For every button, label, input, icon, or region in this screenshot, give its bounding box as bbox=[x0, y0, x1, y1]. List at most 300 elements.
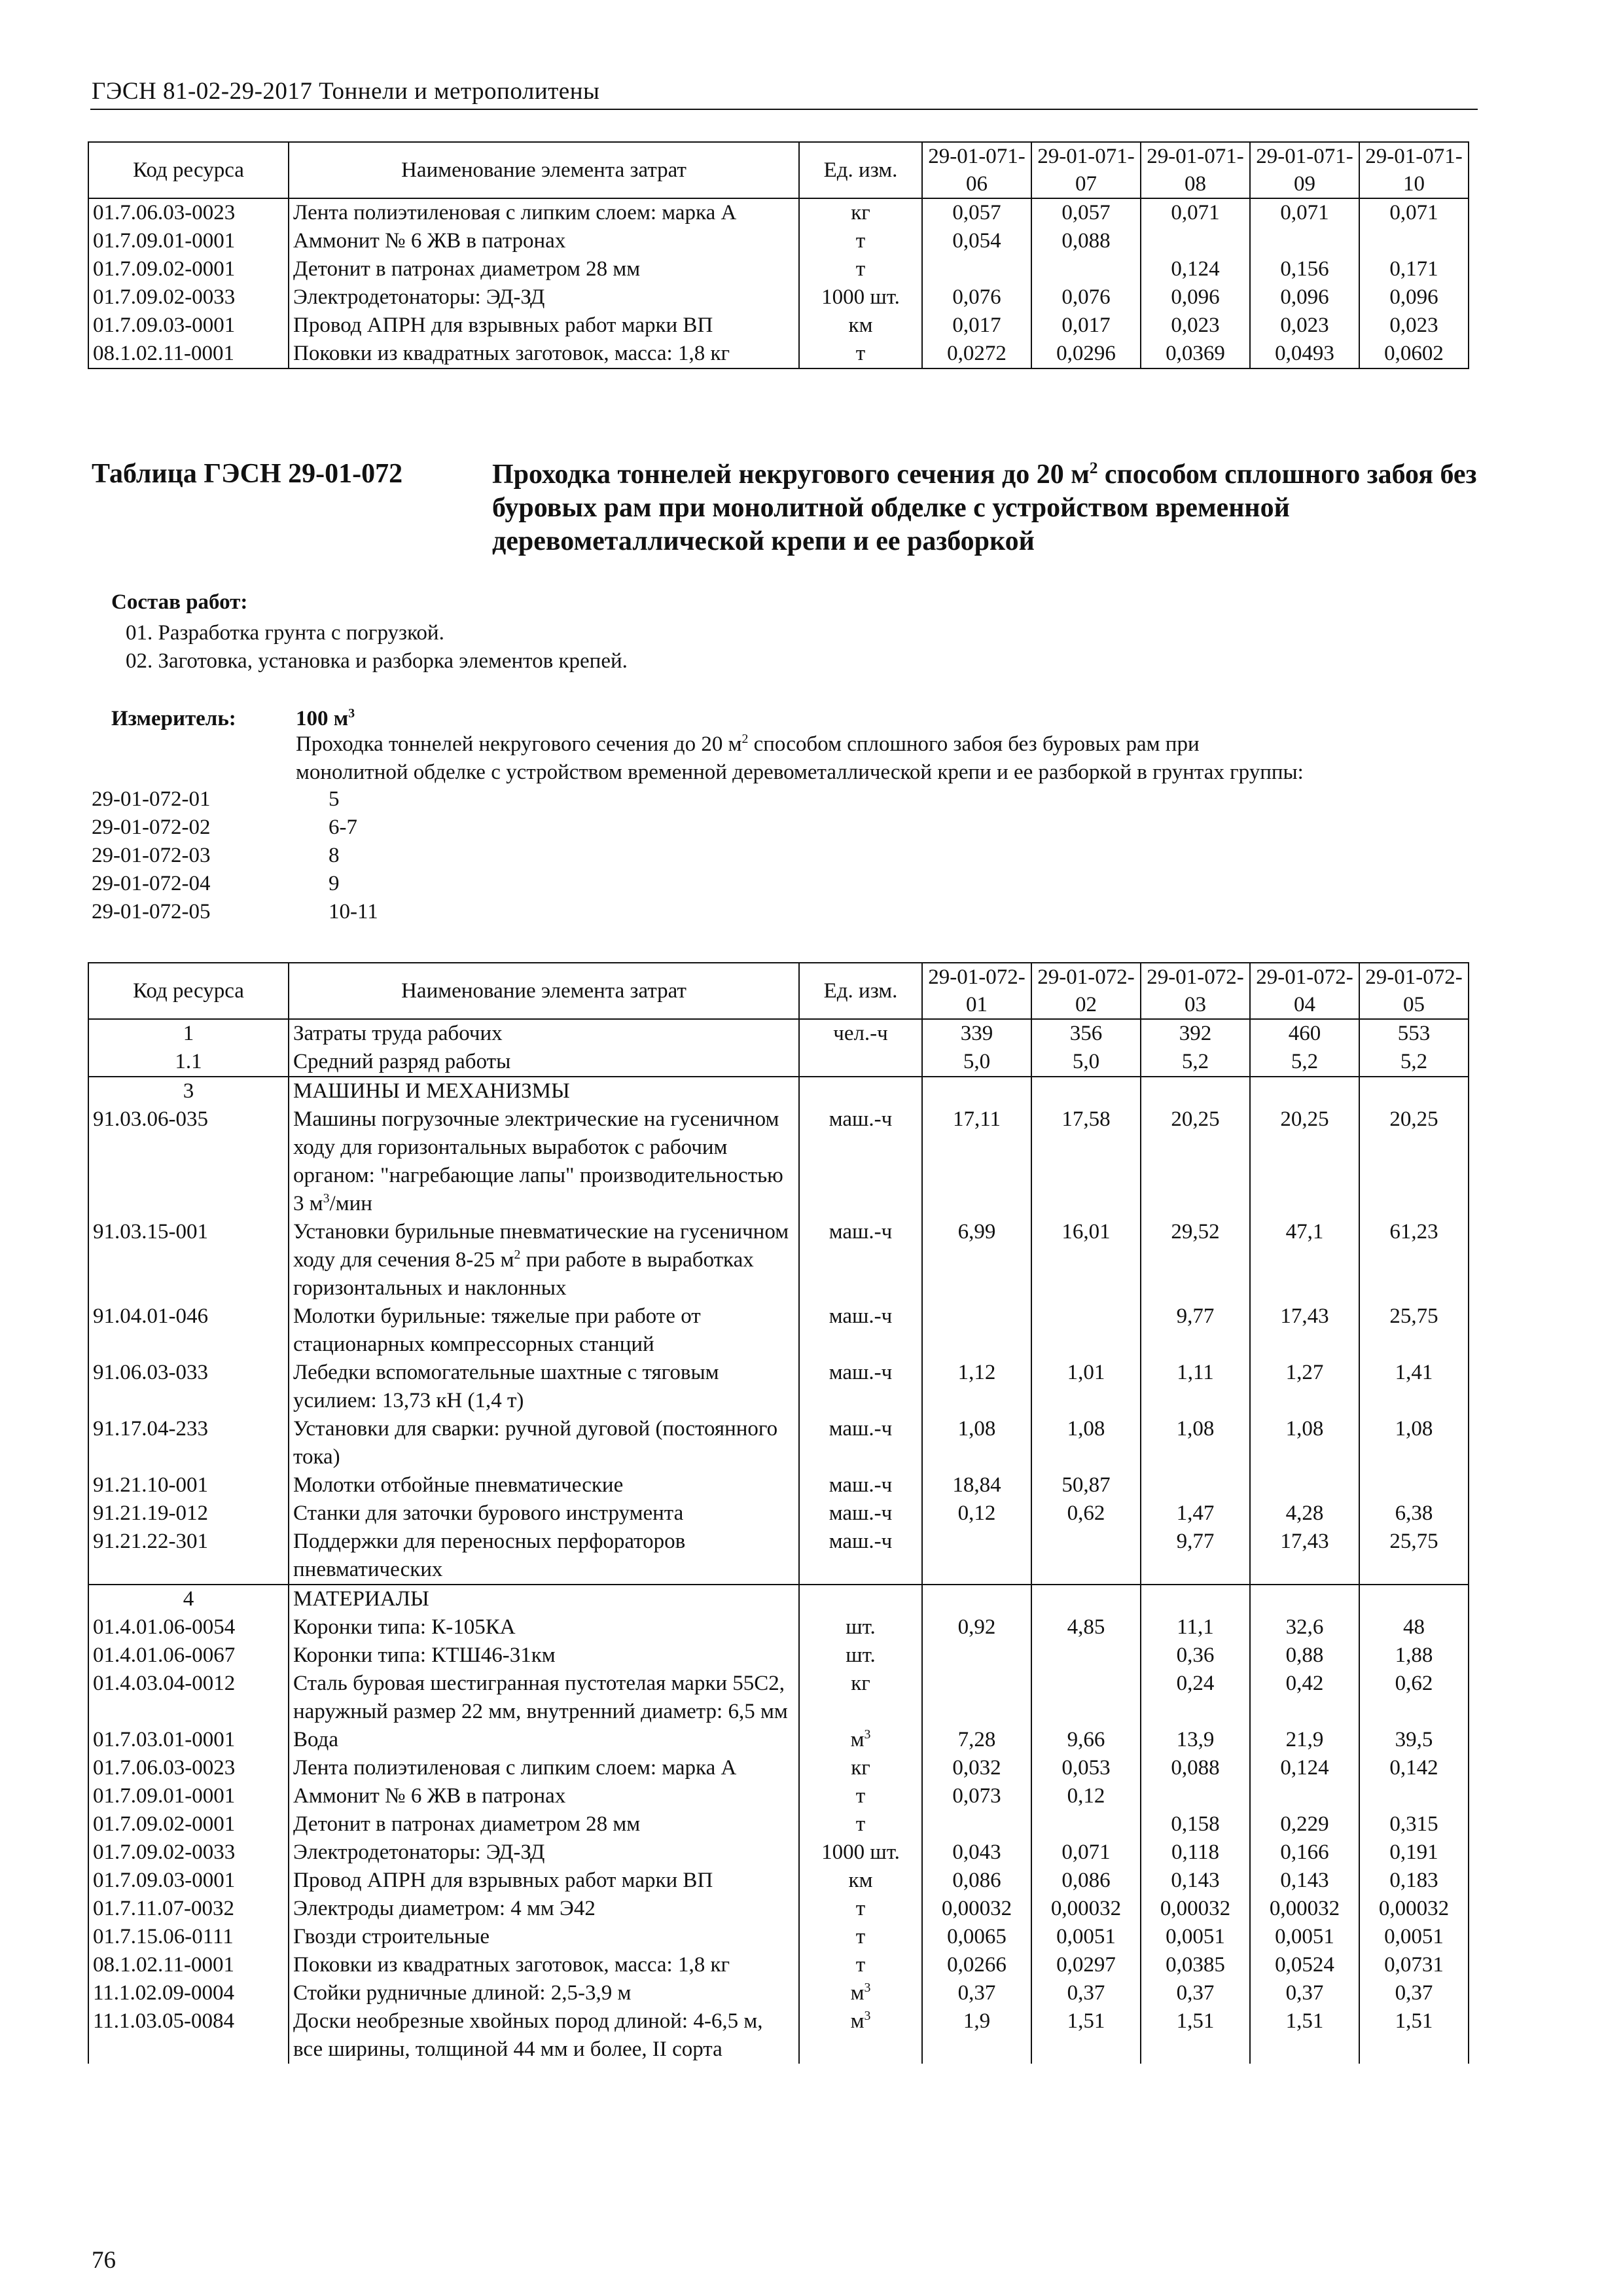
value-cell: 0,086 bbox=[922, 1867, 1031, 1895]
value-cell bbox=[1250, 1585, 1359, 1613]
value-cell bbox=[1250, 1782, 1359, 1810]
value-cell bbox=[922, 1670, 1031, 1726]
value-cell: 0,096 bbox=[1359, 283, 1469, 312]
column-header: 29-01-072-04 bbox=[1250, 963, 1359, 1019]
table-row bbox=[88, 1895, 1469, 1923]
work-item: 02. Заготовка, установка и разборка элементов крепей. bbox=[126, 649, 628, 673]
value-cell bbox=[922, 1641, 1031, 1670]
table-row bbox=[88, 2007, 1469, 2064]
resource-name-cell: Гвозди строительные bbox=[289, 1923, 799, 1951]
table-row bbox=[88, 1105, 1469, 1218]
value-cell: 1,9 bbox=[922, 2007, 1031, 2064]
value-cell: 0,0051 bbox=[1141, 1923, 1250, 1951]
value-cell: 21,9 bbox=[1250, 1726, 1359, 1754]
resource-name-cell: Станки для заточки бурового инструмента bbox=[289, 1499, 799, 1528]
resource-table-072 bbox=[88, 962, 1469, 2064]
resource-code-cell: 01.7.06.03-0023 bbox=[88, 1754, 289, 1782]
unit-cell: маш.-ч bbox=[799, 1499, 922, 1528]
table-header-row bbox=[88, 963, 1469, 1019]
value-cell bbox=[1031, 1585, 1141, 1613]
value-cell: 0,37 bbox=[1031, 1979, 1141, 2007]
table-row bbox=[88, 1019, 1469, 1048]
value-cell: 0,071 bbox=[1141, 198, 1250, 227]
table-row bbox=[88, 1782, 1469, 1810]
value-cell: 0,62 bbox=[1359, 1670, 1469, 1726]
value-cell: 18,84 bbox=[922, 1471, 1031, 1499]
resource-code-cell: 01.4.03.04-0012 bbox=[88, 1670, 289, 1726]
unit-cell: т bbox=[799, 1923, 922, 1951]
value-cell: 0,017 bbox=[1031, 312, 1141, 340]
value-cell: 0,0051 bbox=[1250, 1923, 1359, 1951]
table-row bbox=[88, 340, 1469, 368]
value-cell: 61,23 bbox=[1359, 1218, 1469, 1302]
value-cell: 0,023 bbox=[1359, 312, 1469, 340]
value-cell bbox=[922, 1810, 1031, 1839]
value-cell: 47,1 bbox=[1250, 1218, 1359, 1302]
resource-name-cell: Установки бурильные пневматические на гусеничном ходу для сечения 8-25 $м^2$ при работе в выработках горизонтальных и наклонных bbox=[289, 1218, 799, 1302]
value-cell: 9,77 bbox=[1141, 1302, 1250, 1359]
value-cell: 48 bbox=[1359, 1613, 1469, 1641]
value-cell: 0,12 bbox=[922, 1499, 1031, 1528]
column-header: 29-01-072-03 bbox=[1141, 963, 1250, 1019]
value-cell: 0,37 bbox=[922, 1979, 1031, 2007]
value-cell: 339 bbox=[922, 1019, 1031, 1048]
value-cell: 0,057 bbox=[1031, 198, 1141, 227]
value-cell: 0,124 bbox=[1141, 255, 1250, 283]
value-cell bbox=[922, 255, 1031, 283]
soil-group: 6-7 bbox=[329, 816, 357, 839]
resource-code-cell: 91.06.03-033 bbox=[88, 1359, 289, 1415]
value-cell bbox=[1031, 255, 1141, 283]
resource-name-cell: Электродетонаторы: ЭД-ЗД bbox=[289, 1839, 799, 1867]
unit-cell: т bbox=[799, 255, 922, 283]
value-cell: 4,85 bbox=[1031, 1613, 1141, 1641]
soil-group: 9 bbox=[329, 872, 340, 895]
value-cell: 0,42 bbox=[1250, 1670, 1359, 1726]
table-row bbox=[88, 1979, 1469, 2007]
value-cell: 0,0602 bbox=[1359, 340, 1469, 368]
value-cell: 553 bbox=[1359, 1019, 1469, 1048]
value-cell: 0,37 bbox=[1359, 1979, 1469, 2007]
resource-code-cell: 01.7.09.02-0001 bbox=[88, 255, 289, 283]
resource-code-cell: 01.7.06.03-0023 bbox=[88, 198, 289, 227]
value-cell: 0,073 bbox=[922, 1782, 1031, 1810]
unit-cell: 1000 шт. bbox=[799, 1839, 922, 1867]
value-cell: 0,143 bbox=[1250, 1867, 1359, 1895]
value-cell: 0,0272 bbox=[922, 340, 1031, 368]
value-cell: 6,99 bbox=[922, 1218, 1031, 1302]
value-cell: 0,183 bbox=[1359, 1867, 1469, 1895]
resource-name-cell: Молотки бурильные: тяжелые при работе от стационарных компрессорных станций bbox=[289, 1302, 799, 1359]
running-title: ГЭСН 81-02-29-2017 Тоннели и метрополитены bbox=[92, 78, 600, 105]
unit-cell: маш.-ч bbox=[799, 1415, 922, 1471]
measure-description-line: Проходка тоннелей некругового сечения до 20 $м^2$ способом сплошного забоя без буровых рам при bbox=[296, 732, 1200, 756]
resource-code-cell: 91.03.06-035 bbox=[88, 1105, 289, 1218]
work-item: 01. Разработка грунта с погрузкой. bbox=[126, 621, 444, 645]
value-cell: 0,0065 bbox=[922, 1923, 1031, 1951]
table-row bbox=[88, 1867, 1469, 1895]
column-header: Наименование элемента затрат bbox=[289, 963, 799, 1019]
table-row bbox=[88, 1048, 1469, 1077]
column-header: Ед. изм. bbox=[799, 963, 922, 1019]
resource-name-cell: Поддержки для переносных перфораторов пневматических bbox=[289, 1528, 799, 1585]
value-cell: 0,032 bbox=[922, 1754, 1031, 1782]
resource-code-cell: 08.1.02.11-0001 bbox=[88, 1951, 289, 1979]
value-cell: 16,01 bbox=[1031, 1218, 1141, 1302]
value-cell: 20,25 bbox=[1359, 1105, 1469, 1218]
unit-cell: маш.-ч bbox=[799, 1359, 922, 1415]
column-header: 29-01-072-05 bbox=[1359, 963, 1469, 1019]
work-composition-label: Состав работ: bbox=[111, 590, 248, 614]
unit-cell: т bbox=[799, 1895, 922, 1923]
value-cell: 0,0051 bbox=[1031, 1923, 1141, 1951]
value-cell: 0,315 bbox=[1359, 1810, 1469, 1839]
value-cell: 0,0524 bbox=[1250, 1951, 1359, 1979]
resource-code-cell: 01.7.09.01-0001 bbox=[88, 227, 289, 255]
table-row bbox=[88, 1923, 1469, 1951]
value-cell bbox=[1141, 1471, 1250, 1499]
resource-code-cell: 01.7.15.06-0111 bbox=[88, 1923, 289, 1951]
resource-code-cell: 91.21.10-001 bbox=[88, 1471, 289, 1499]
value-cell bbox=[1031, 1641, 1141, 1670]
value-cell: 1,08 bbox=[1250, 1415, 1359, 1471]
table-row bbox=[88, 255, 1469, 283]
value-cell: 0,166 bbox=[1250, 1839, 1359, 1867]
resource-name-cell: Вода bbox=[289, 1726, 799, 1754]
table-row bbox=[88, 1754, 1469, 1782]
resource-code-cell: 91.21.22-301 bbox=[88, 1528, 289, 1585]
unit-cell: $м^3$ bbox=[799, 2007, 922, 2064]
value-cell: 1,08 bbox=[1141, 1415, 1250, 1471]
table-row bbox=[88, 1302, 1469, 1359]
value-cell: 0,076 bbox=[922, 283, 1031, 312]
value-cell: 0,0385 bbox=[1141, 1951, 1250, 1979]
norm-code: 29-01-072-03 bbox=[92, 844, 211, 867]
value-cell: 0,36 bbox=[1141, 1641, 1250, 1670]
resource-name-cell: Средний разряд работы bbox=[289, 1048, 799, 1077]
resource-code-cell: 3 bbox=[88, 1077, 289, 1105]
value-cell: 0,142 bbox=[1359, 1754, 1469, 1782]
value-cell bbox=[1359, 1471, 1469, 1499]
value-cell: 5,0 bbox=[1031, 1048, 1141, 1077]
value-cell: 1,01 bbox=[1031, 1359, 1141, 1415]
resource-name-cell: Поковки из квадратных заготовок, масса: 1,8 кг bbox=[289, 340, 799, 368]
value-cell bbox=[922, 1302, 1031, 1359]
unit-cell: км bbox=[799, 312, 922, 340]
resource-code-cell: 01.7.09.02-0001 bbox=[88, 1810, 289, 1839]
table-row bbox=[88, 283, 1469, 312]
resource-name-cell: Лебедки вспомогательные шахтные с тяговым усилием: 13,73 кН (1,4 т) bbox=[289, 1359, 799, 1415]
value-cell: 1,41 bbox=[1359, 1359, 1469, 1415]
value-cell: 0,00032 bbox=[1250, 1895, 1359, 1923]
page-number: 76 bbox=[92, 2247, 116, 2274]
table-row bbox=[88, 1810, 1469, 1839]
soil-group: 10-11 bbox=[329, 900, 378, 924]
value-cell: 25,75 bbox=[1359, 1528, 1469, 1585]
value-cell: 0,017 bbox=[922, 312, 1031, 340]
norm-code: 29-01-072-04 bbox=[92, 872, 211, 895]
resource-name-cell: Сталь буровая шестигранная пустотелая марки 55С2, наружный размер 22 мм, внутренний диаметр: 6,5 мм bbox=[289, 1670, 799, 1726]
value-cell: 0,158 bbox=[1141, 1810, 1250, 1839]
value-cell bbox=[1031, 1302, 1141, 1359]
table-number: Таблица ГЭСН 29-01-072 bbox=[92, 459, 403, 489]
value-cell: 1,08 bbox=[922, 1415, 1031, 1471]
resource-name-cell: Детонит в патронах диаметром 28 мм bbox=[289, 255, 799, 283]
value-cell: 17,43 bbox=[1250, 1302, 1359, 1359]
column-header: 29-01-072-02 bbox=[1031, 963, 1141, 1019]
resource-code-cell: 01.7.09.03-0001 bbox=[88, 1867, 289, 1895]
unit-cell: 1000 шт. bbox=[799, 283, 922, 312]
value-cell: 17,11 bbox=[922, 1105, 1031, 1218]
value-cell: 0,24 bbox=[1141, 1670, 1250, 1726]
norm-code: 29-01-072-02 bbox=[92, 816, 211, 839]
column-header: 29-01-071-09 bbox=[1250, 142, 1359, 198]
unit-cell: т bbox=[799, 1782, 922, 1810]
column-header: Код ресурса bbox=[88, 142, 289, 198]
value-cell: 0,088 bbox=[1141, 1754, 1250, 1782]
unit-cell: кг bbox=[799, 1670, 922, 1726]
value-cell: 0,0493 bbox=[1250, 340, 1359, 368]
unit-cell: км bbox=[799, 1867, 922, 1895]
soil-group: 8 bbox=[329, 844, 340, 867]
value-cell bbox=[922, 1585, 1031, 1613]
resource-table-071 bbox=[88, 141, 1469, 369]
table-row bbox=[88, 1641, 1469, 1670]
value-cell: 17,58 bbox=[1031, 1105, 1141, 1218]
value-cell: 1,51 bbox=[1359, 2007, 1469, 2064]
table-row bbox=[88, 1585, 1469, 1613]
value-cell: 1,51 bbox=[1141, 2007, 1250, 2064]
value-cell: 11,1 bbox=[1141, 1613, 1250, 1641]
table-row bbox=[88, 1951, 1469, 1979]
value-cell: 460 bbox=[1250, 1019, 1359, 1048]
value-cell bbox=[1141, 1077, 1250, 1105]
value-cell: 0,043 bbox=[922, 1839, 1031, 1867]
value-cell bbox=[1031, 1670, 1141, 1726]
value-cell bbox=[1141, 1782, 1250, 1810]
resource-code-cell: 4 bbox=[88, 1585, 289, 1613]
value-cell bbox=[1250, 227, 1359, 255]
table-row bbox=[88, 1077, 1469, 1105]
unit-cell: маш.-ч bbox=[799, 1302, 922, 1359]
column-header: 29-01-071-07 bbox=[1031, 142, 1141, 198]
resource-name-cell: Поковки из квадратных заготовок, масса: 1,8 кг bbox=[289, 1951, 799, 1979]
table-row bbox=[88, 1670, 1469, 1726]
table-title: Проходка тоннелей некругового сечения до 20 $м^2$ способом сплошного забоя без буровых рам при монолитной обделке с устройством временной деревометаллической крепи и ее разборкой bbox=[492, 459, 1477, 556]
resource-name-cell: Электродетонаторы: ЭД-ЗД bbox=[289, 283, 799, 312]
resource-name-cell: Доски необрезные хвойных пород длиной: 4-6,5 м, все ширины, толщиной 44 мм и более, II сорта bbox=[289, 2007, 799, 2064]
value-cell bbox=[1359, 1077, 1469, 1105]
resource-code-cell: 01.7.09.02-0033 bbox=[88, 1839, 289, 1867]
unit-cell: т bbox=[799, 1951, 922, 1979]
resource-name-cell: Коронки типа: КТШ46-31км bbox=[289, 1641, 799, 1670]
resource-name-cell: Затраты труда рабочих bbox=[289, 1019, 799, 1048]
resource-name-cell: Аммонит № 6 ЖВ в патронах bbox=[289, 1782, 799, 1810]
value-cell: 0,88 bbox=[1250, 1641, 1359, 1670]
value-cell: 9,66 bbox=[1031, 1726, 1141, 1754]
value-cell: 0,0731 bbox=[1359, 1951, 1469, 1979]
value-cell: 356 bbox=[1031, 1019, 1141, 1048]
value-cell: 1,12 bbox=[922, 1359, 1031, 1415]
value-cell: 0,143 bbox=[1141, 1867, 1250, 1895]
value-cell: 0,191 bbox=[1359, 1839, 1469, 1867]
value-cell: 1,08 bbox=[1031, 1415, 1141, 1471]
unit-cell: $м^3$ bbox=[799, 1979, 922, 2007]
table-row bbox=[88, 1839, 1469, 1867]
unit-cell bbox=[799, 1585, 922, 1613]
value-cell bbox=[922, 1528, 1031, 1585]
value-cell: 0,086 bbox=[1031, 1867, 1141, 1895]
value-cell: 0,124 bbox=[1250, 1754, 1359, 1782]
measure-label: Измеритель: bbox=[111, 707, 236, 730]
column-header: Наименование элемента затрат bbox=[289, 142, 799, 198]
value-cell: 0,171 bbox=[1359, 255, 1469, 283]
value-cell: 0,057 bbox=[922, 198, 1031, 227]
resource-code-cell: 11.1.03.05-0084 bbox=[88, 2007, 289, 2064]
resource-code-cell: 91.04.01-046 bbox=[88, 1302, 289, 1359]
column-header: 29-01-072-01 bbox=[922, 963, 1031, 1019]
resource-code-cell: 01.4.01.06-0067 bbox=[88, 1641, 289, 1670]
table-row bbox=[88, 1218, 1469, 1302]
value-cell: 9,77 bbox=[1141, 1528, 1250, 1585]
resource-code-cell: 11.1.02.09-0004 bbox=[88, 1979, 289, 2007]
value-cell bbox=[1031, 1077, 1141, 1105]
unit-cell: т bbox=[799, 340, 922, 368]
resource-code-cell: 91.21.19-012 bbox=[88, 1499, 289, 1528]
value-cell: 0,0297 bbox=[1031, 1951, 1141, 1979]
value-cell: 0,0369 bbox=[1141, 340, 1250, 368]
value-cell: 0,076 bbox=[1031, 283, 1141, 312]
column-header: Ед. изм. bbox=[799, 142, 922, 198]
resource-name-cell: МАТЕРИАЛЫ bbox=[289, 1585, 799, 1613]
value-cell: 0,096 bbox=[1250, 283, 1359, 312]
resource-code-cell: 91.03.15-001 bbox=[88, 1218, 289, 1302]
unit-cell bbox=[799, 1048, 922, 1077]
table-row bbox=[88, 1726, 1469, 1754]
unit-cell: $м^3$ bbox=[799, 1726, 922, 1754]
resource-code-cell: 08.1.02.11-0001 bbox=[88, 340, 289, 368]
value-cell: 0,12 bbox=[1031, 1782, 1141, 1810]
unit-cell: кг bbox=[799, 198, 922, 227]
unit-cell: маш.-ч bbox=[799, 1218, 922, 1302]
resource-code-cell: 01.7.11.07-0032 bbox=[88, 1895, 289, 1923]
value-cell: 0,054 bbox=[922, 227, 1031, 255]
unit-cell bbox=[799, 1077, 922, 1105]
value-cell: 0,0266 bbox=[922, 1951, 1031, 1979]
value-cell bbox=[1031, 1810, 1141, 1839]
measure-unit: 100 $м^3$ bbox=[296, 706, 355, 730]
table-row bbox=[88, 227, 1469, 255]
value-cell bbox=[1250, 1077, 1359, 1105]
resource-name-cell: Детонит в патронах диаметром 28 мм bbox=[289, 1810, 799, 1839]
header-rule bbox=[90, 109, 1478, 110]
value-cell: 0,023 bbox=[1250, 312, 1359, 340]
value-cell: 1,51 bbox=[1031, 2007, 1141, 2064]
unit-cell: маш.-ч bbox=[799, 1471, 922, 1499]
value-cell: 0,00032 bbox=[1141, 1895, 1250, 1923]
resource-name-cell: Электроды диаметром: 4 мм Э42 bbox=[289, 1895, 799, 1923]
value-cell: 1,27 bbox=[1250, 1359, 1359, 1415]
value-cell: 5,2 bbox=[1141, 1048, 1250, 1077]
resource-name-cell: МАШИНЫ И МЕХАНИЗМЫ bbox=[289, 1077, 799, 1105]
value-cell: 0,156 bbox=[1250, 255, 1359, 283]
resource-code-cell: 01.7.03.01-0001 bbox=[88, 1726, 289, 1754]
value-cell bbox=[1250, 1471, 1359, 1499]
value-cell: 25,75 bbox=[1359, 1302, 1469, 1359]
unit-cell: кг bbox=[799, 1754, 922, 1782]
table-row bbox=[88, 1359, 1469, 1415]
resource-code-cell: 01.7.09.02-0033 bbox=[88, 283, 289, 312]
resource-code-cell: 1 bbox=[88, 1019, 289, 1048]
resource-code-cell: 01.7.09.01-0001 bbox=[88, 1782, 289, 1810]
column-header: 29-01-071-08 bbox=[1141, 142, 1250, 198]
table-row bbox=[88, 1499, 1469, 1528]
soil-group: 5 bbox=[329, 787, 340, 811]
value-cell bbox=[1359, 227, 1469, 255]
value-cell: 392 bbox=[1141, 1019, 1250, 1048]
norm-code: 29-01-072-05 bbox=[92, 900, 211, 924]
value-cell bbox=[922, 1077, 1031, 1105]
value-cell: 0,088 bbox=[1031, 227, 1141, 255]
resource-code-cell: 01.7.09.03-0001 bbox=[88, 312, 289, 340]
table-row bbox=[88, 198, 1469, 227]
value-cell: 0,00032 bbox=[922, 1895, 1031, 1923]
resource-code-cell: 01.4.01.06-0054 bbox=[88, 1613, 289, 1641]
value-cell: 0,229 bbox=[1250, 1810, 1359, 1839]
value-cell: 0,023 bbox=[1141, 312, 1250, 340]
value-cell: 1,51 bbox=[1250, 2007, 1359, 2064]
resource-code-cell: 1.1 bbox=[88, 1048, 289, 1077]
unit-cell: маш.-ч bbox=[799, 1528, 922, 1585]
value-cell: 0,00032 bbox=[1031, 1895, 1141, 1923]
unit-cell: т bbox=[799, 1810, 922, 1839]
value-cell: 32,6 bbox=[1250, 1613, 1359, 1641]
table-row bbox=[88, 1613, 1469, 1641]
value-cell: 0,096 bbox=[1141, 283, 1250, 312]
norm-codes-list bbox=[92, 785, 210, 926]
table-row bbox=[88, 1471, 1469, 1499]
value-cell: 1,08 bbox=[1359, 1415, 1469, 1471]
value-cell: 39,5 bbox=[1359, 1726, 1469, 1754]
value-cell: 0,071 bbox=[1031, 1839, 1141, 1867]
value-cell: 0,37 bbox=[1141, 1979, 1250, 2007]
resource-name-cell: Провод АПРН для взрывных работ марки ВП bbox=[289, 312, 799, 340]
value-cell: 1,88 bbox=[1359, 1641, 1469, 1670]
resource-name-cell: Лента полиэтиленовая с липким слоем: марка А bbox=[289, 1754, 799, 1782]
value-cell: 1,47 bbox=[1141, 1499, 1250, 1528]
value-cell: 29,52 bbox=[1141, 1218, 1250, 1302]
value-cell: 0,071 bbox=[1250, 198, 1359, 227]
measure-description: монолитной обделке с устройством временной деревометаллической крепи и ее разборкой в грунтах группы: bbox=[296, 761, 1304, 784]
value-cell bbox=[1359, 1782, 1469, 1810]
value-cell: 17,43 bbox=[1250, 1528, 1359, 1585]
column-header: 29-01-071-06 bbox=[922, 142, 1031, 198]
value-cell bbox=[1359, 1585, 1469, 1613]
value-cell bbox=[1141, 227, 1250, 255]
resource-name-cell: Аммонит № 6 ЖВ в патронах bbox=[289, 227, 799, 255]
resource-name-cell: Коронки типа: К-105КА bbox=[289, 1613, 799, 1641]
resource-name-cell: Машины погрузочные электрические на гусеничном ходу для горизонтальных выработок с рабочим органом: "нагребающие лапы" производительностью 3 $м^3$/мин bbox=[289, 1105, 799, 1218]
value-cell: 0,0051 bbox=[1359, 1923, 1469, 1951]
unit-cell: маш.-ч bbox=[799, 1105, 922, 1218]
value-cell: 7,28 bbox=[922, 1726, 1031, 1754]
table-row bbox=[88, 1528, 1469, 1585]
resource-name-cell: Установки для сварки: ручной дуговой (постоянного тока) bbox=[289, 1415, 799, 1471]
value-cell: 5,0 bbox=[922, 1048, 1031, 1077]
resource-name-cell: Провод АПРН для взрывных работ марки ВП bbox=[289, 1867, 799, 1895]
value-cell: 50,87 bbox=[1031, 1471, 1141, 1499]
value-cell: 20,25 bbox=[1250, 1105, 1359, 1218]
